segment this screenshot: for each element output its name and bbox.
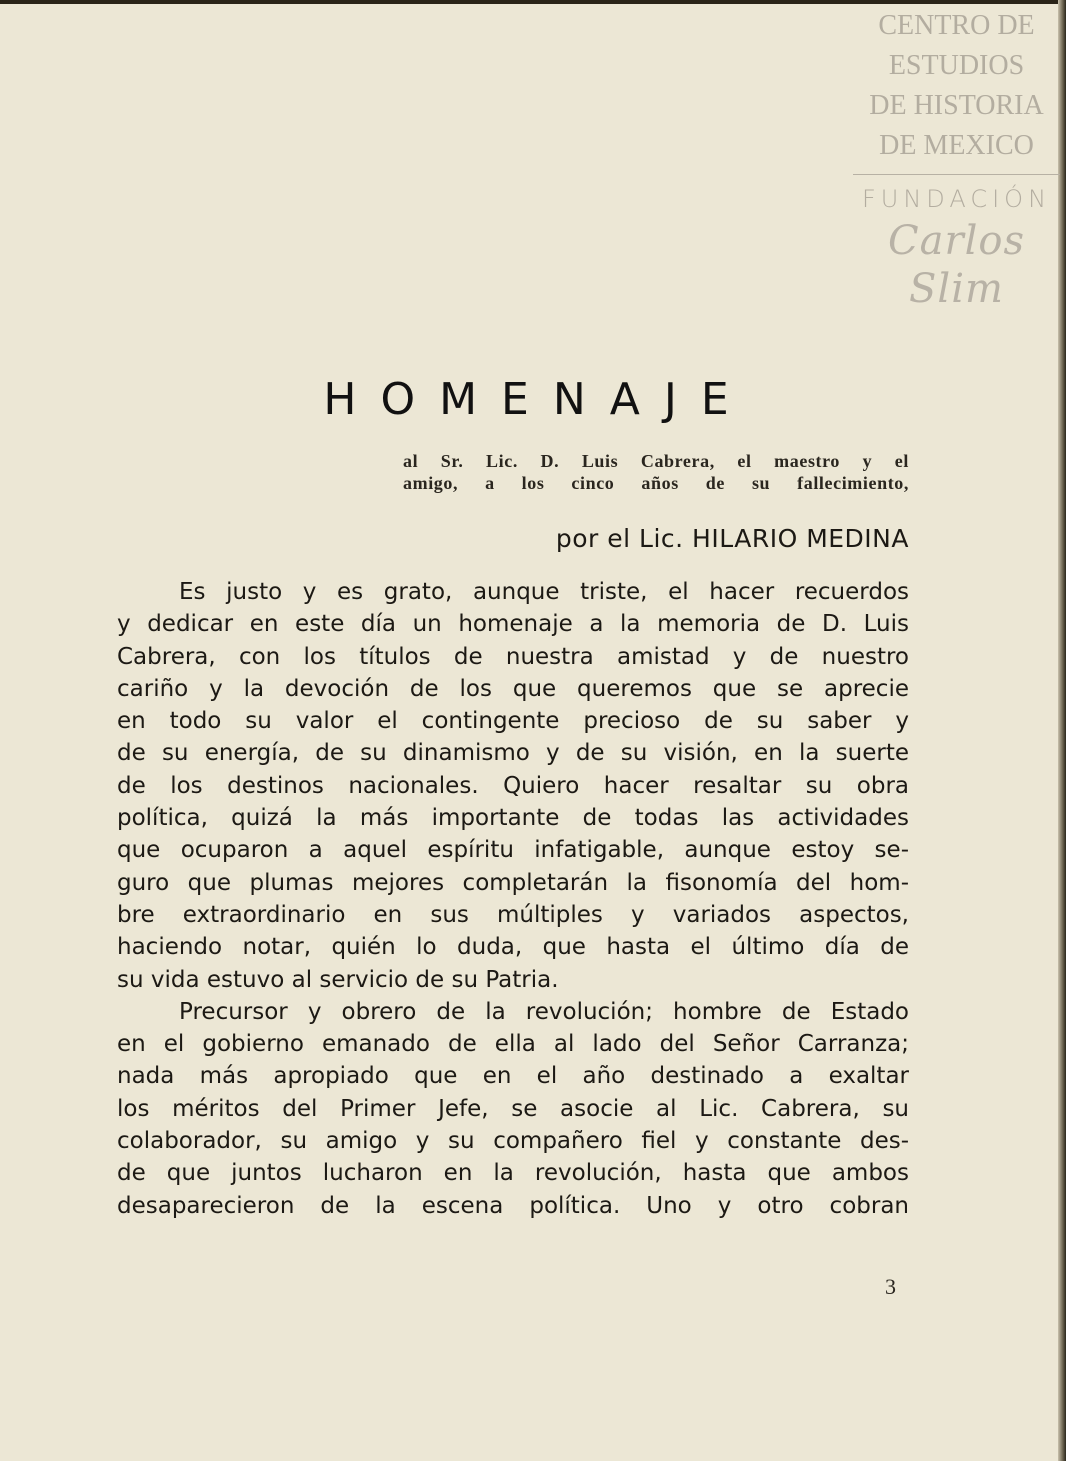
text-line: guro que plumas mejores completarán la fisonomía del hom- xyxy=(117,869,909,896)
text-line: bre extraordinario en sus múltiples y variados aspectos, xyxy=(117,901,909,928)
page-number: 3 xyxy=(885,1274,896,1299)
text-line: desaparecieron de la escena política. Uno y otro cobran xyxy=(117,1192,909,1219)
article-author: por el Lic. HILARIO MEDINA xyxy=(555,524,909,553)
text-line: haciendo notar, quién lo duda, que hasta el último día de xyxy=(117,934,909,961)
watermark-institution xyxy=(853,6,1060,166)
page-top-edge xyxy=(0,0,1066,4)
watermark xyxy=(853,6,1060,313)
article-title: HOMENAJE xyxy=(323,374,753,425)
text-line: en todo su valor el contingente precioso de su saber y xyxy=(117,708,909,735)
text-line: de los destinos nacionales. Quiero hacer resaltar su obra xyxy=(117,772,909,799)
dedication-line: al Sr. Lic. D. Luis Cabrera, el maestro y el xyxy=(403,451,909,471)
text-line: política, quizá la más importante de todas las actividades xyxy=(117,805,909,832)
text-line: su vida estuvo al servicio de su Patria. xyxy=(117,966,559,993)
watermark-line: ESTUDIOS xyxy=(888,50,1025,81)
text-line: de su energía, de su dinamismo y de su visión, en la suerte xyxy=(117,740,909,767)
article xyxy=(117,370,909,1222)
text-line: nada más apropiado que en el año destinado a exaltar xyxy=(117,1063,909,1090)
watermark-line: CENTRO DE xyxy=(878,10,1035,41)
text-line: Es justo y es grato, aunque triste, el hacer recuerdos xyxy=(179,579,909,605)
text-line: Precursor y obrero de la revolución; hombre de Estado xyxy=(179,998,909,1025)
text-line: que ocuparon a aquel espíritu infatigable, aunque estoy se- xyxy=(117,837,909,864)
paragraph-2 xyxy=(117,996,909,1222)
watermark-line: DE HISTORIA xyxy=(869,90,1044,121)
watermark-line: DE MEXICO xyxy=(879,130,1034,161)
text-line: los méritos del Primer Jefe, se asocie al Lic. Cabrera, su xyxy=(117,1095,909,1122)
text-line: de que juntos lucharon en la revolución, hasta que ambos xyxy=(117,1160,909,1187)
text-line: cariño y la devoción de los que queremos que se aprecie xyxy=(117,675,909,702)
watermark-divider xyxy=(853,174,1060,175)
watermark-foundation: FUNDACIÓN xyxy=(861,185,1052,213)
watermark-signature-logo: Carlos Slim xyxy=(888,218,1025,312)
paragraph-1 xyxy=(117,576,909,996)
text-line: en el gobierno emanado de ella al lado del Señor Carranza; xyxy=(117,1031,909,1058)
text-line: colaborador, su amigo y su compañero fiel y constante des- xyxy=(117,1128,909,1155)
text-line: Cabrera, con los títulos de nuestra amistad y de nuestro xyxy=(117,643,909,670)
article-dedication xyxy=(403,450,909,494)
article-body xyxy=(117,576,909,1222)
text-line: y dedicar en este día un homenaje a la memoria de D. Luis xyxy=(117,611,909,638)
dedication-line: amigo, a los cinco años de su fallecimiento, xyxy=(403,473,909,493)
